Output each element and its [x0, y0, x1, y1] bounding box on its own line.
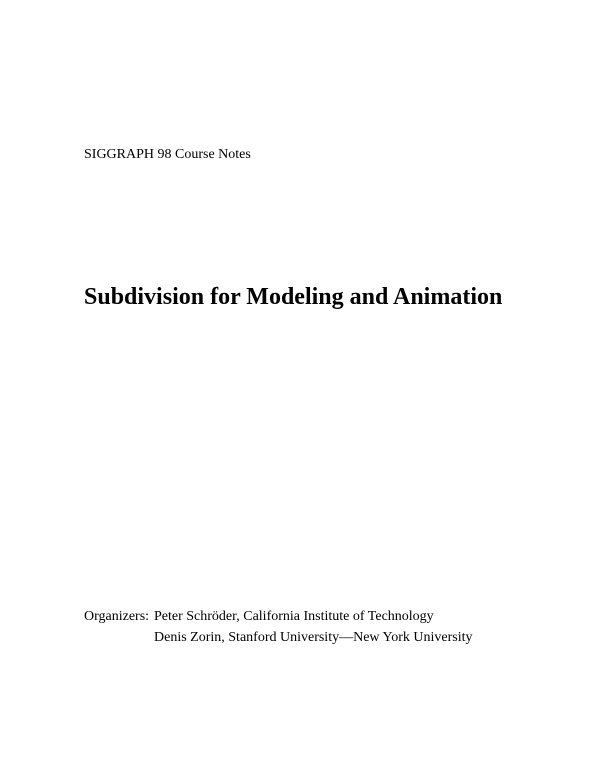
course-notes-label: SIGGRAPH 98 Course Notes: [84, 147, 251, 162]
organizers-block: [84, 606, 472, 648]
organizer-row-2: [84, 627, 472, 648]
organizer-1: Peter Schröder, California Institute of Technology: [154, 609, 434, 624]
organizer-2: Denis Zorin, Stanford University—New York University: [154, 630, 473, 645]
organizer-row-1: [84, 606, 472, 627]
document-title: Subdivision for Modeling and Animation: [84, 284, 503, 310]
organizers-label: Organizers:: [84, 609, 150, 624]
